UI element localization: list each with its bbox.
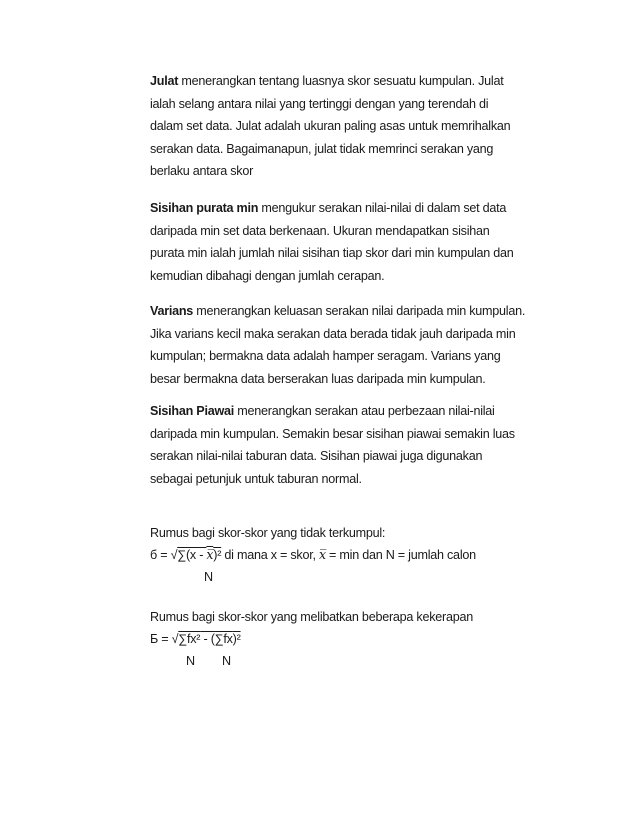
paragraph-line: besar bermakna data berserakan luas daripada min kumpulan.: [150, 371, 486, 386]
paragraph-line: Varians menerangkan keluasan serakan nilai daripada min kumpulan.: [150, 304, 526, 318]
paragraph-line: serakan data. Bagaimanapun, julat tidak memrinci serakan yang: [150, 141, 494, 156]
term-sisihan-purata-min: Sisihan purata min: [150, 201, 259, 215]
formula1-description: di mana x = skor, x̅ = min dan N = jumlah calon: [221, 547, 476, 562]
paragraph-line: Sisihan purata min mengukur serakan nilai-nilai di dalam set data: [150, 201, 507, 215]
formula2-denominator-2: N: [222, 654, 231, 668]
term-julat: Julat: [150, 74, 179, 88]
paragraph-line: daripada min kumpulan. Semakin besar sisihan piawai semakin luas: [150, 426, 515, 441]
formula1-radicand: ∑(x - x̅)²: [177, 547, 222, 562]
paragraph-line: daripada min set data berkenaan. Ukuran mendapatkan sisihan: [150, 223, 490, 238]
paragraph-line: sebagai petunjuk untuk taburan normal.: [150, 471, 362, 486]
term-sisihan-piawai: Sisihan Piawai: [150, 404, 234, 418]
paragraph-line: kemudian dibahagi dengan jumlah cerapan.: [150, 268, 385, 283]
paragraph-line: serakan nilai-nilai taburan data. Sisihan piawai juga digunakan: [150, 449, 483, 463]
formula2-expression: [150, 628, 241, 650]
formula1-lhs: б = √: [150, 548, 178, 562]
formula1-expression: [150, 544, 476, 566]
formula1-xbar: x̅: [206, 547, 214, 562]
formula1-denominator: N: [204, 570, 213, 584]
paragraph-line: dalam set data. Julat adalah ukuran paling asas untuk memrihalkan: [150, 119, 511, 133]
term-varians: Varians: [150, 304, 194, 318]
formula1-heading: Rumus bagi skor-skor yang tidak terkumpul:: [150, 526, 386, 540]
formula2-radicand: ∑fx² - (∑fx)²: [178, 632, 241, 646]
paragraph-sisihan-piawai: [150, 400, 590, 490]
formula2-heading: Rumus bagi skor-skor yang melibatkan beberapa kekerapan: [150, 610, 473, 624]
paragraph-line: kumpulan; bermakna data adalah hamper seragam. Varians yang: [150, 349, 501, 363]
paragraph-line: ialah selang antara nilai yang tertinggi dengan yang terendah di: [150, 96, 489, 111]
formula2-denominator-1: N: [186, 654, 195, 668]
formula2-lhs: Б = √: [150, 632, 179, 646]
paragraph-line: Sisihan Piawai menerangkan serakan atau perbezaan nilai-nilai: [150, 404, 495, 418]
paragraph-line: purata min ialah jumlah nilai sisihan tiap skor dari min kumpulan dan: [150, 246, 514, 260]
paragraph-line: Jika varians kecil maka serakan data berada tidak jauh daripada min: [150, 326, 516, 341]
paragraph-line: berlaku antara skor: [150, 164, 254, 178]
paragraph-line: Julat menerangkan tentang luasnya skor sesuatu kumpulan. Julat: [150, 74, 504, 88]
paragraph-varians: [150, 300, 590, 390]
paragraph-julat: [150, 70, 590, 183]
paragraph-sisihan-purata-min: [150, 197, 590, 287]
